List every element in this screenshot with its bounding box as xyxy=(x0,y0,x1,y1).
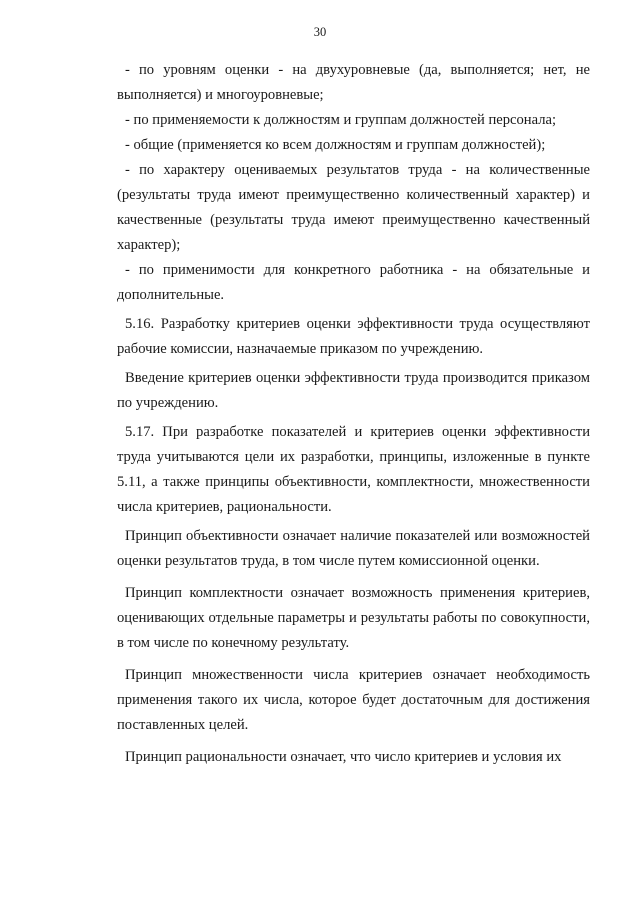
paragraph-introduction: Введение критериев оценки эффективности труда производится приказом по учреждению. xyxy=(117,370,590,411)
paragraph-objectivity: Принцип объективности означает наличие показателей или возможностей оценки результатов труда, в том числе путем комиссионной оценки. xyxy=(117,528,590,569)
paragraph-rationality: Принцип рациональности означает, что число критериев и условия их xyxy=(125,749,562,765)
paragraph-general: - общие (применяется ко всем должностям и группам должностей); xyxy=(125,137,546,153)
paragraph-levels: - по уровням оценки - на двухуровневые (да, выполняется; нет, не выполняется) и многоуровневые; xyxy=(117,62,590,103)
document-body xyxy=(117,58,590,770)
page-number: 30 xyxy=(313,25,327,39)
paragraph-completeness: Принцип комплектности означает возможность применения критериев, оценивающих отдельные параметры и результаты работы по совокупности, в том числе по конечному результату. xyxy=(117,585,590,651)
paragraph-employee-applicability: - по применимости для конкретного работника - на обязательные и дополнительные. xyxy=(117,262,590,303)
paragraph-applicability: - по применяемости к должностям и группам должностей персонала; xyxy=(125,112,557,128)
paragraph-results-nature: - по характеру оцениваемых результатов труда - на количественные (результаты труда имеют преимущественно количественный характер) и качественные (результаты труда имеют преимущественно качественный характер); xyxy=(117,162,590,253)
paragraph-multiplicity: Принцип множественности числа критериев означает необходимость применения такого их числа, которое будет достаточным для достижения поставленных целей. xyxy=(117,667,590,733)
paragraph-5-16: 5.16. Разработку критериев оценки эффективности труда осуществляют рабочие комиссии, назначаемые приказом по учреждению. xyxy=(117,316,590,357)
paragraph-5-17: 5.17. При разработке показателей и критериев оценки эффективности труда учитываются цели их разработки, принципы, изложенные в пункте 5.11, а также принципы объективности, комплектности, множественности числа критериев, рациональности. xyxy=(117,424,590,515)
